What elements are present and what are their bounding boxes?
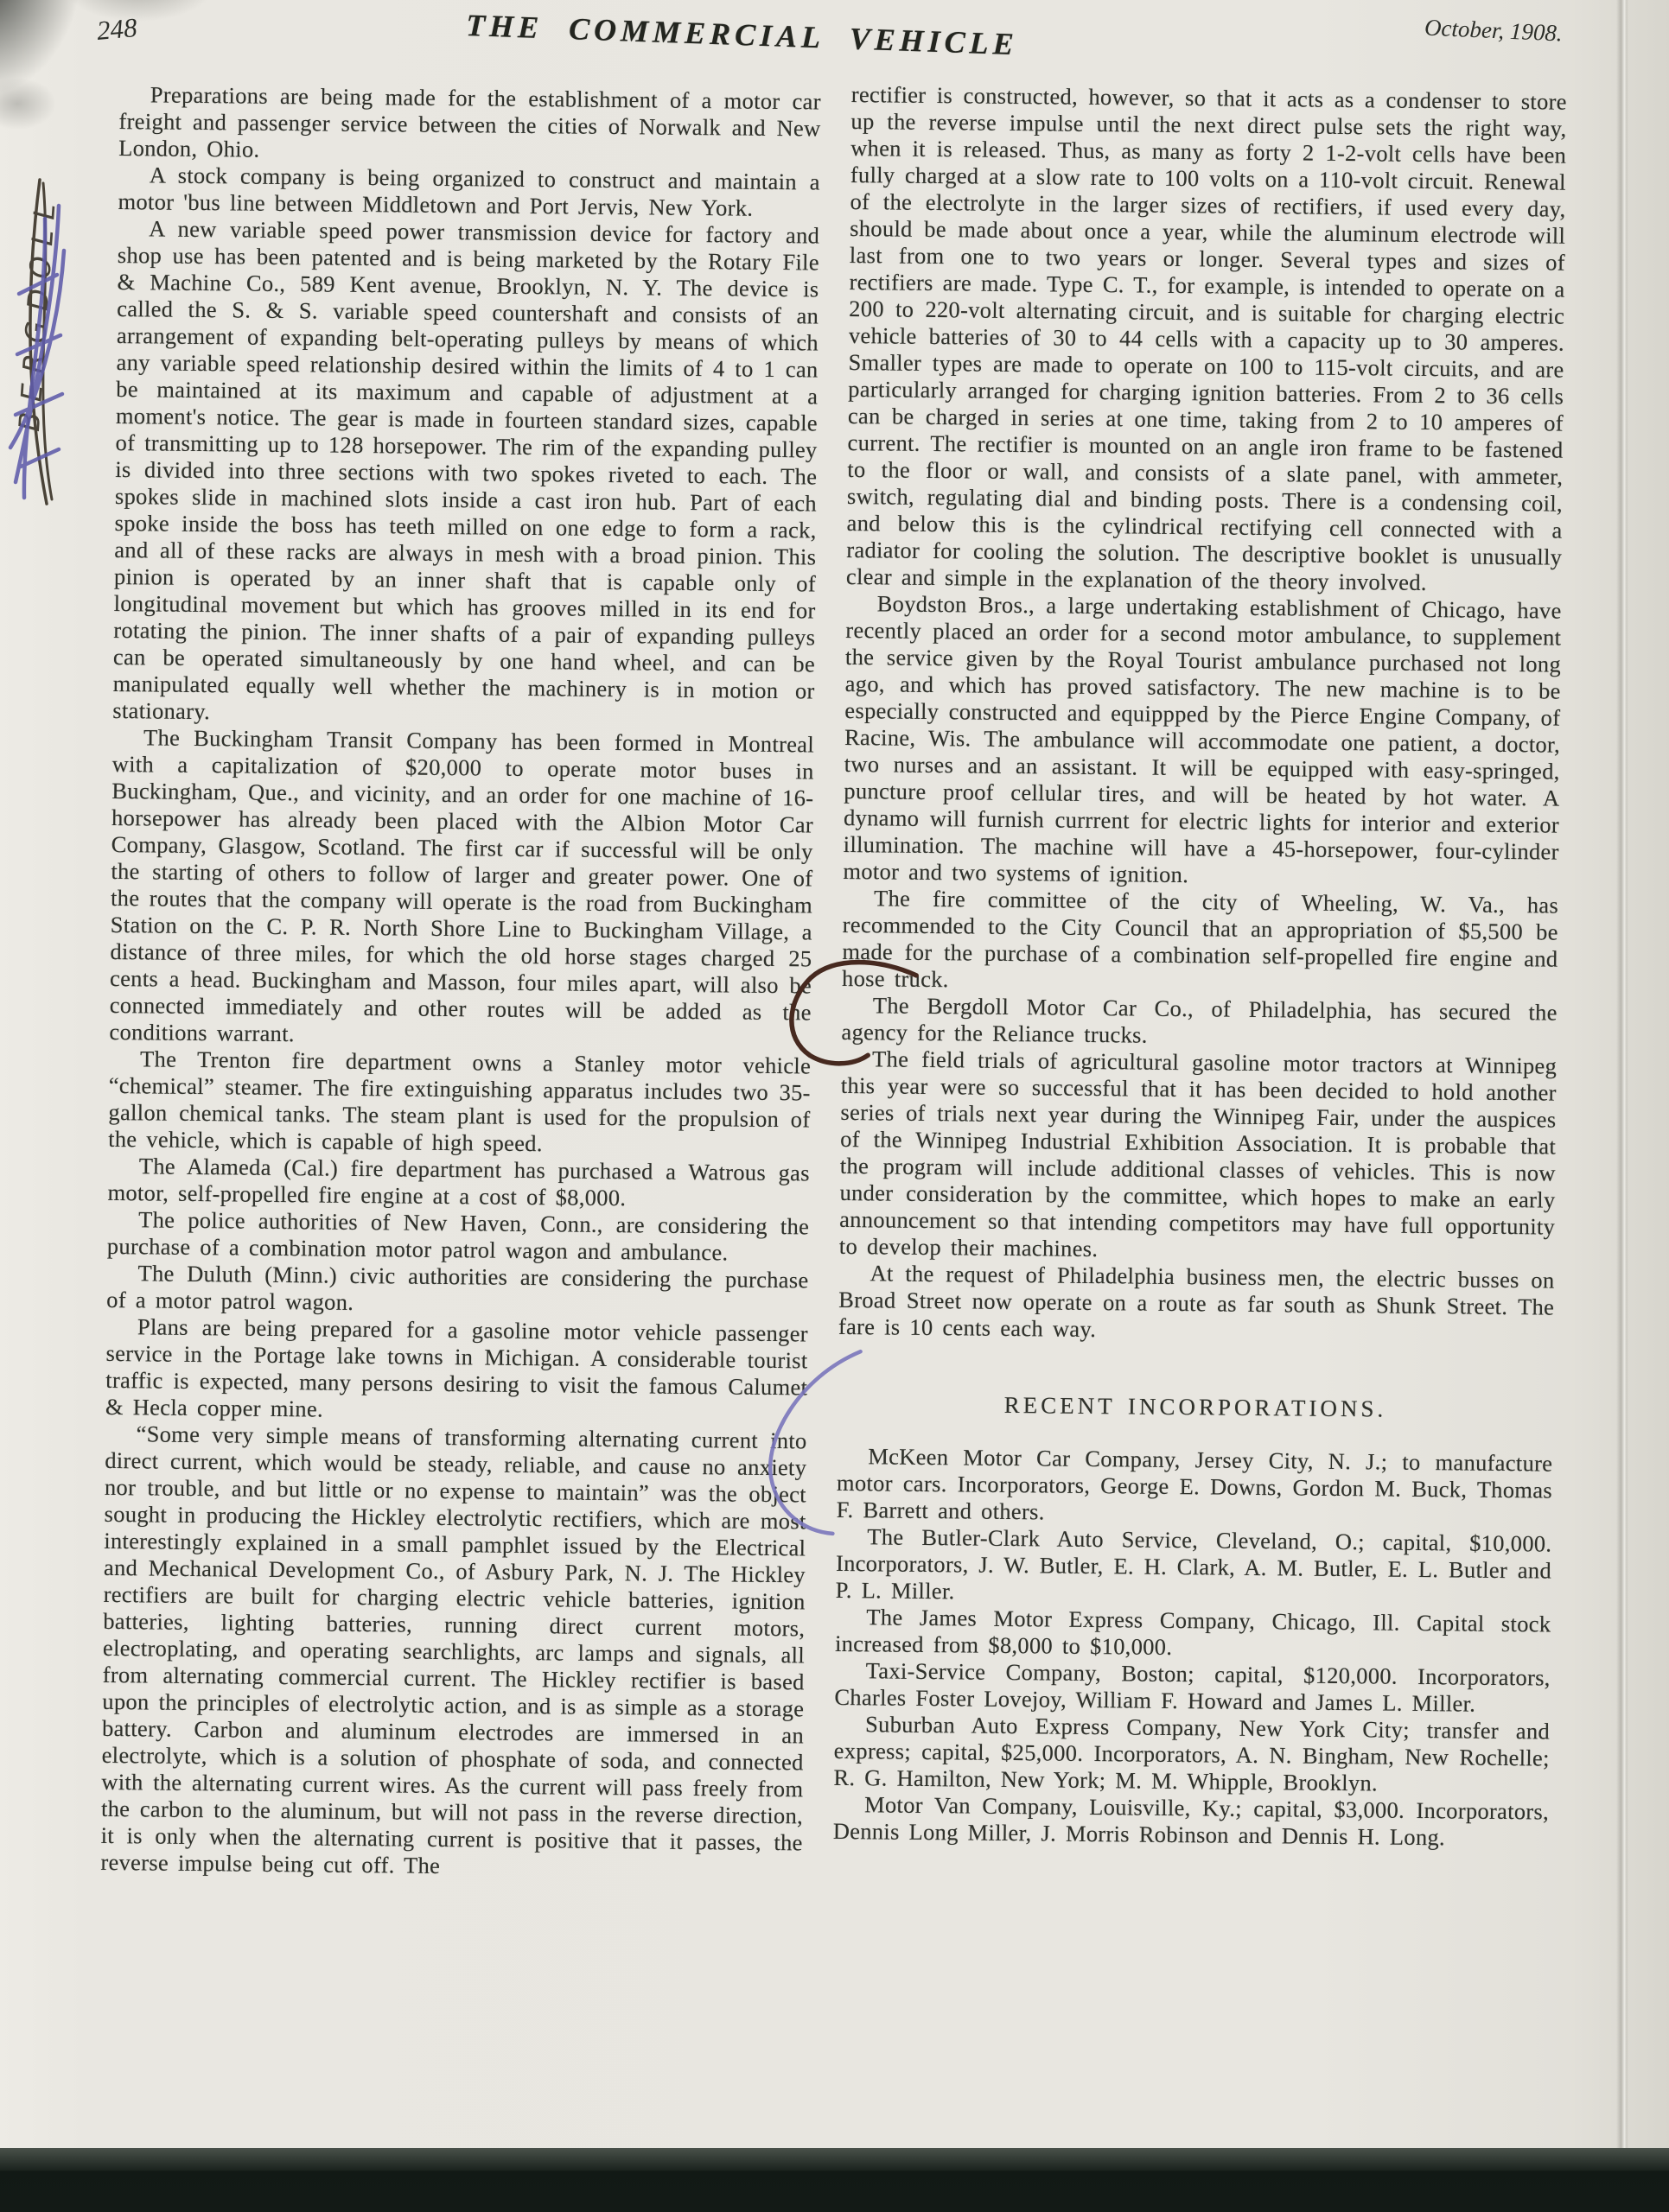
- paragraph: The James Motor Express Company, Chicago, Ill. Capital stock increased from $8,000 to $10,000.: [834, 1604, 1551, 1660]
- paragraph: Boydston Bros., a large undertaking establishment of Chicago, have recently placed an order for a second motor ambulance, to supplement the service given by the Royal Tourist ambulance purchased not long ago, and which has proved satisfactory. The new machine is to be especially constructed and equippped by the Pierce Engine Company, of Racine, Wis. The ambulance will accommodate one patient, a doctor, two nurses and an assistant. It will be equipped with easy-springed, puncture proof cellular tires, and will be heated by hot water. A dynamo will furnish currrent for electric lights for interior and exterior illumination. The machine will have a 45-horsepower, four-cylinder motor and two systems of ignition.: [843, 590, 1562, 888]
- page-number: 248: [95, 12, 138, 46]
- paragraph: Plans are being prepared for a gasoline motor vehicle passenger service in the Portage lake towns in Michigan. A considerable tourist traffic is expected, many persons desiring to visit the famous Calumet & Hecla copper mine.: [105, 1313, 809, 1422]
- paragraph: The field trials of agricultural gasoline motor tractors at Winnipeg this year were so successful that it has been decided to hold another series of trials next year during the Winnipeg Fair, under the auspices of the Winnipeg Industrial Exhibition Association. It is probable that the program will include additional classes of vehicles. This is now under consideration by the committee, which hopes to make an early announcement so that intending competitors may have full opportunity to develop their machines.: [838, 1046, 1558, 1262]
- page-fold-line: [1616, 0, 1628, 2148]
- section-heading-wrap: [838, 1390, 1553, 1425]
- incorporation-paragraphs: [833, 1443, 1553, 1853]
- right-column-continuation: [842, 81, 1567, 1000]
- right-column-more: [838, 1046, 1558, 1348]
- paragraph: The police authorities of New Haven, Conn., are considering the purchase of a combination motor patrol wagon and ambulance.: [106, 1206, 810, 1266]
- paragraph: The Butler-Clark Auto Service, Cleveland, O.; capital, $10,000. Incorporators, J. W. Butler, E. H. Clark, A. M. Butler, E. L. Butler and P. L. Miller.: [835, 1523, 1552, 1605]
- paragraph: The Buckingham Transit Company has been formed in Montreal with a capitalization of $20,000 to operate motor buses in Buckingham, Que., and vicinity, and an order for one machine of 16-horsepower has already been placed with the Albion Motor Car Company, Glasgow, Scotland. The first car if successful will be only the starting of others to follow of larger and greater power. One of the routes that the company will operate is the road from Buckingham Station on the C. P. R. North Shore Line to Buckingham Village, a distance of three miles, for which the old horse stages charged 25 cents a head. Buckingham and Masson, four miles apart, will also be connected immediately and other routes will be added as the conditions warrant.: [109, 724, 815, 1047]
- paragraph: Preparations are being made for the establishment of a motor car freight and passenger service between the cities of Norwalk and New London, Ohio.: [118, 81, 821, 162]
- paragraph: At the request of Philadelphia business men, the electric busses on Broad Street now operate on a route as far south as Shunk Street. The fare is 10 cents each way.: [838, 1260, 1555, 1343]
- paragraph: Suburban Auto Express Company, New York City; transfer and express; capital, $25,000. Incorporators, A. N. Bingham, New Rochelle; R. G. Hamilton, New York; M. M. Whipple, Brooklyn.: [833, 1711, 1551, 1796]
- paragraph: The Trenton fire department owns a Stanley motor vehicle “chemical” steamer. The fire extinguishing apparatus includes two 35-gallon chemical tanks. The steam plant is used for the propulsion of the vehicle, which is capable of high speed.: [108, 1046, 812, 1157]
- paragraph: The Duluth (Minn.) civic authorities are considering the purchase of a motor patrol wagon.: [106, 1260, 809, 1315]
- issue-date: October, 1908.: [1424, 14, 1564, 47]
- paragraph: A stock company is being organized to construct and maintain a motor 'bus line between Middletown and Port Jervis, New York.: [118, 162, 820, 221]
- paragraph: Taxi-Service Company, Boston; capital, $120,000. Incorporators, Charles Foster Lovejoy, William F. Howard and James L. Miller.: [834, 1657, 1551, 1717]
- section-heading: RECENT INCORPORATIONS.: [1003, 1391, 1387, 1422]
- paragraph: Motor Van Company, Louisville, Ky.; capital, $3,000. Incorporators, Dennis Long Miller, J. Morris Robinson and Dennis H. Long.: [832, 1791, 1550, 1851]
- left-column: [100, 81, 821, 1883]
- scanner-bed-edge: [0, 2148, 1669, 2212]
- paragraph: The Bergdoll Motor Car Co., of Philadelphia, has secured the agency for the Reliance trucks.: [841, 992, 1558, 1048]
- right-column: [833, 81, 1567, 1853]
- paragraph: The Alameda (Cal.) fire department has purchased a Watrous gas motor, self-propelled fire engine at a cost of $8,000.: [107, 1153, 810, 1211]
- margin-handwriting-bergdoll: BERGDOLL: [12, 192, 63, 433]
- paragraph: The fire committee of the city of Wheeling, W. Va., has recommended to the City Council that an appropriation of $5,500 be made for the purchase of a combination self-propelled fire engine and hose truck.: [841, 885, 1559, 993]
- paragraph: rectifier is constructed, however, so that it acts as a condenser to store up the reverse impulse until the next direct pulse sets the right way, when it is released. Thus, as many as forty 2 1-2-volt cells have been fully charged at a slow rate to 100 volts on a 110-volt circuit. Renewal of the electrolyte in the larger sizes of rectifiers, if used every day, should be made about once a year, while the aluminum electrode will last from one to two years or longer. Several types and sizes of rectifiers are made. Type C. T., for example, is intended to operate on a 200 to 220-volt alternating circuit, and is suitable for charging electric vehicle batteries of 30 to 44 cells with a capacity up to 30 amperes. Smaller types are made to operate on 100 to 115-volt circuits, and are particularly arranged for charging ignition batteries. From 2 to 36 cells can be charged in series at one time, taking from 2 to 10 amperes of current. The rectifier is mounted on an angle iron frame to be fastened to the floor or wall, and consists of a slate panel, with ammeter, switch, regulating dial and binding posts. There is a condensing coil, and below this is the cylindrical rectifying cell connected with a radiator for cooling the solution. The descriptive booklet is unusually clear and simple in the explanation of the theory involved.: [845, 81, 1567, 596]
- left-column-paragraphs: [100, 81, 821, 1883]
- journal-title: THE COMMERCIAL VEHICLE: [465, 7, 1019, 62]
- paragraph: “Some very simple means of transforming alternating current into direct current, which would be steady, reliable, and cause no anxiety nor trouble, and but little or no expense to maintain” was the object sought in producing the Hickley electrolytic rectifiers, which are most interestingly explained in a small pamphlet issued by the Electrical and Mechanical Development Co., of Asbury Park, N. J. The Hickley rectifiers are built for charging electric vehicle batteries, ignition batteries, lighting batteries, running direct current motors, electroplating, and operating searchlights, arc lamps and signals, all from alternating commercial current. The Hickley rectifier is based upon the principles of electrolytic action, and is as simple as a storage battery. Carbon and aluminum electrodes are immersed in an electrolyte, which is a solution of phosphate of soda, and connected with the alternating current wires. As the current will pass freely from the carbon to the aluminum, but will not pass in the reverse direction, it is only when the alternating current is positive that it passes, the reverse impulse being cut off. The: [100, 1421, 807, 1878]
- paragraph: A new variable speed power transmission device for factory and shop use has been patented and is being marketed by the Rotary File & Machine Co., 589 Kent avenue, Brooklyn, N. Y. The device is called the S. & S. variable speed countershaft and consists of an arrangement of expanding belt-operating pulleys by means of which any variable speed relationship desired within the limits of 4 to 1 can be maintained at its maximum and capable of adjustment at a moment's notice. The gear is made in fourteen standard sizes, capable of transmitting up to 128 horsepower. The rim of the expanding pulley is divided into three sections with two spokes riveted to each. The spokes slide in machined slots inside a cast iron hub. Part of each spoke inside the boss has teeth milled on one edge to form a rack, and all of these racks are always in mesh with a broad pinion. This pinion is operated by an inner shaft that is capable only of longitudinal movement but which has grooves milled in its end for rotating the pinion. The inner shafts of a pair of expanding pulleys can be operated simultaneously by one hand wheel, and can be manipulated equally well whether the machinery is in motion or stationary.: [112, 215, 820, 725]
- paragraph: McKeen Motor Car Company, Jersey City, N. J.; to manufacture motor cars. Incorporators, George E. Downs, Gordon M. Buck, Thomas F. Barrett and others.: [836, 1443, 1553, 1525]
- bergdoll-paragraph-wrap: [841, 992, 1558, 1053]
